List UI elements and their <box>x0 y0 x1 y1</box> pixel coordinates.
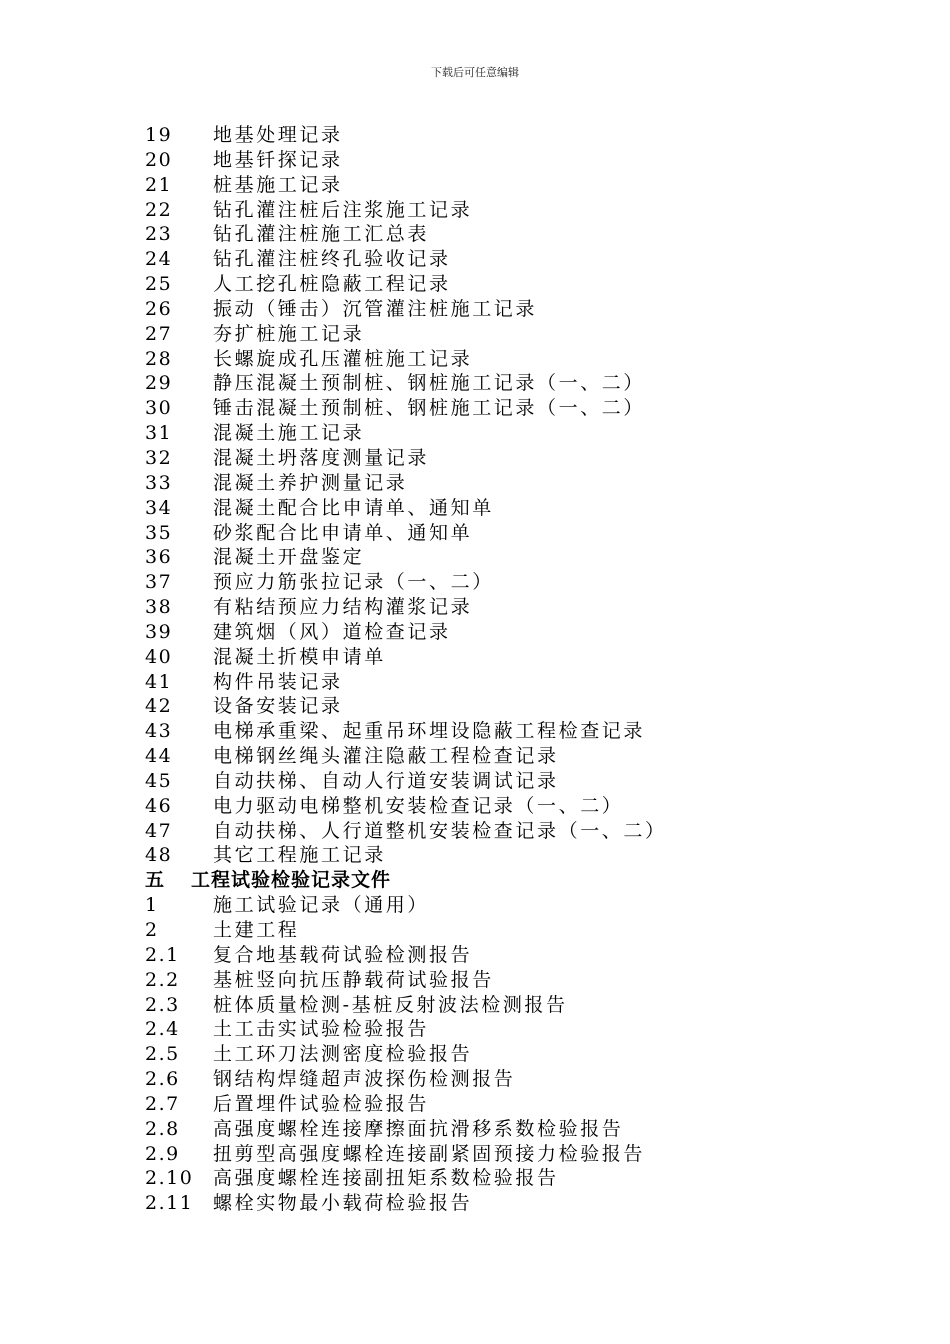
item-title: 复合地基载荷试验检测报告 <box>213 943 473 966</box>
list-item <box>145 322 905 347</box>
item-title: 桩基施工记录 <box>213 173 343 196</box>
item-title: 土工击实试验检验报告 <box>213 1018 430 1041</box>
list-item <box>145 545 905 570</box>
list-item <box>145 595 905 620</box>
list-item <box>145 496 905 521</box>
item-number: 34 <box>145 496 173 519</box>
list-item <box>145 272 905 297</box>
item-title: 建筑烟（风）道检查记录 <box>213 620 451 643</box>
item-title: 钻孔灌注桩后注浆施工记录 <box>213 198 473 221</box>
list-item <box>145 620 905 645</box>
item-title: 电力驱动电梯整机安装检查记录（一、二） <box>213 794 624 817</box>
item-title: 混凝土施工记录 <box>213 422 365 445</box>
item-title: 夯扩桩施工记录 <box>213 322 365 345</box>
list-item <box>145 446 905 471</box>
item-number: 47 <box>145 819 173 842</box>
item-title: 地基钎探记录 <box>213 148 343 171</box>
list-item <box>145 1067 905 1092</box>
list-item <box>145 371 905 396</box>
item-number: 25 <box>145 273 173 296</box>
item-number: 38 <box>145 596 173 619</box>
page-header: 下载后可任意编辑 <box>431 66 519 79</box>
record-list <box>145 123 905 1216</box>
item-number: 2.6 <box>145 1068 180 1091</box>
item-number: 2.8 <box>145 1117 180 1140</box>
item-number: 23 <box>145 223 173 246</box>
list-item <box>145 1166 905 1191</box>
item-title: 混凝土坍落度测量记录 <box>213 446 430 469</box>
item-number: 40 <box>145 645 173 668</box>
item-number: 21 <box>145 173 173 196</box>
item-title: 预应力筋张拉记录（一、二） <box>213 571 494 594</box>
list-item <box>145 843 905 868</box>
item-title: 高强度螺栓连接副扭矩系数检验报告 <box>213 1167 559 1190</box>
list-item <box>145 1017 905 1042</box>
item-number: 42 <box>145 695 173 718</box>
list-item <box>145 222 905 247</box>
item-title: 桩体质量检测-基桩反射波法检测报告 <box>213 993 568 1016</box>
item-title: 设备安装记录 <box>213 695 343 718</box>
item-number: 37 <box>145 571 173 594</box>
item-number: 33 <box>145 471 173 494</box>
item-number: 36 <box>145 546 173 569</box>
item-title: 钻孔灌注桩终孔验收记录 <box>213 248 451 271</box>
list-item <box>145 893 905 918</box>
list-item <box>145 123 905 148</box>
item-number: 27 <box>145 322 173 345</box>
item-title: 扭剪型高强度螺栓连接副紧固预接力检验报告 <box>213 1142 646 1165</box>
item-title: 砂浆配合比申请单、通知单 <box>213 521 473 544</box>
list-item <box>145 719 905 744</box>
item-number: 2.1 <box>145 943 180 966</box>
item-number: 45 <box>145 769 173 792</box>
item-title: 混凝土开盘鉴定 <box>213 546 365 569</box>
list-item <box>145 396 905 421</box>
item-title: 地基处理记录 <box>213 124 343 146</box>
item-number: 2 <box>145 919 159 941</box>
item-title: 混凝土配合比申请单、通知单 <box>213 496 494 519</box>
item-title: 工程试验检验记录文件 <box>191 869 392 892</box>
list-item <box>145 645 905 670</box>
item-number: 22 <box>145 198 173 221</box>
item-title: 施工试验记录（通用） <box>213 894 430 917</box>
list-item <box>145 148 905 173</box>
item-number: 2.4 <box>145 1018 180 1041</box>
item-number: 2.10 <box>145 1167 194 1190</box>
item-number: 35 <box>145 521 173 544</box>
item-number: 2.3 <box>145 993 180 1016</box>
item-number: 24 <box>145 248 173 271</box>
item-title: 振动（锤击）沉管灌注桩施工记录 <box>213 297 538 320</box>
item-number: 29 <box>145 372 173 395</box>
item-number: 1 <box>145 894 159 917</box>
item-title: 自动扶梯、人行道整机安装检查记录（一、二） <box>213 819 667 842</box>
item-number: 41 <box>145 670 173 693</box>
item-title: 静压混凝土预制桩、钢桩施工记录（一、二） <box>213 372 646 395</box>
item-number: 2.2 <box>145 968 180 991</box>
list-item <box>145 943 905 968</box>
list-item <box>145 521 905 546</box>
list-item <box>145 694 905 719</box>
item-number: 2.11 <box>145 1192 194 1215</box>
item-number: 2.5 <box>145 1043 180 1066</box>
list-item <box>145 297 905 322</box>
item-title: 电梯承重梁、起重吊环埋设隐蔽工程检查记录 <box>213 720 646 743</box>
list-item <box>145 173 905 198</box>
item-title: 钻孔灌注桩施工汇总表 <box>213 223 430 246</box>
item-number: 28 <box>145 347 173 370</box>
item-number: 2.7 <box>145 1092 180 1115</box>
item-number: 48 <box>145 844 173 867</box>
item-number: 43 <box>145 720 173 743</box>
list-item <box>145 918 905 943</box>
list-item <box>145 198 905 223</box>
item-title: 后置埋件试验检验报告 <box>213 1092 430 1115</box>
item-title: 螺栓实物最小载荷检验报告 <box>213 1192 473 1215</box>
item-number: 31 <box>145 422 173 445</box>
item-number: 30 <box>145 397 173 420</box>
list-item <box>145 1191 905 1216</box>
item-title: 构件吊装记录 <box>213 670 343 693</box>
item-number: 46 <box>145 794 173 817</box>
item-title: 有粘结预应力结构灌浆记录 <box>213 596 473 619</box>
list-item <box>145 1117 905 1142</box>
list-item <box>145 794 905 819</box>
item-number: 26 <box>145 297 173 320</box>
item-number: 20 <box>145 148 173 171</box>
item-title: 钢结构焊缝超声波探伤检测报告 <box>213 1068 516 1091</box>
list-item <box>145 471 905 496</box>
list-item <box>145 968 905 993</box>
list-item <box>145 1092 905 1117</box>
list-item <box>145 570 905 595</box>
list-item <box>145 1142 905 1167</box>
list-item <box>145 993 905 1018</box>
item-number: 44 <box>145 745 173 768</box>
list-item <box>145 421 905 446</box>
item-title: 锤击混凝土预制桩、钢桩施工记录（一、二） <box>213 397 646 420</box>
list-item <box>145 819 905 844</box>
item-title: 长螺旋成孔压灌桩施工记录 <box>213 347 473 370</box>
list-item <box>145 1042 905 1067</box>
list-item <box>145 744 905 769</box>
list-item <box>145 247 905 272</box>
section-heading <box>145 868 905 893</box>
item-title: 混凝土养护测量记录 <box>213 471 408 494</box>
item-title: 人工挖孔桩隐蔽工程记录 <box>213 273 451 296</box>
item-title: 土工环刀法测密度检验报告 <box>213 1043 473 1066</box>
item-title: 其它工程施工记录 <box>213 844 386 867</box>
item-number: 39 <box>145 620 173 643</box>
item-number: 2.9 <box>145 1142 180 1165</box>
list-item <box>145 769 905 794</box>
item-title: 高强度螺栓连接摩擦面抗滑移系数检验报告 <box>213 1117 624 1140</box>
item-number: 32 <box>145 446 173 469</box>
item-title: 土建工程 <box>213 919 300 941</box>
item-title: 自动扶梯、自动人行道安装调试记录 <box>213 769 559 792</box>
item-title: 电梯钢丝绳头灌注隐蔽工程检查记录 <box>213 745 559 768</box>
item-title: 混凝土折模申请单 <box>213 645 386 668</box>
item-number: 19 <box>145 124 173 146</box>
list-item <box>145 347 905 372</box>
list-item <box>145 670 905 695</box>
item-number: 五 <box>145 869 165 892</box>
item-title: 基桩竖向抗压静载荷试验报告 <box>213 968 494 991</box>
